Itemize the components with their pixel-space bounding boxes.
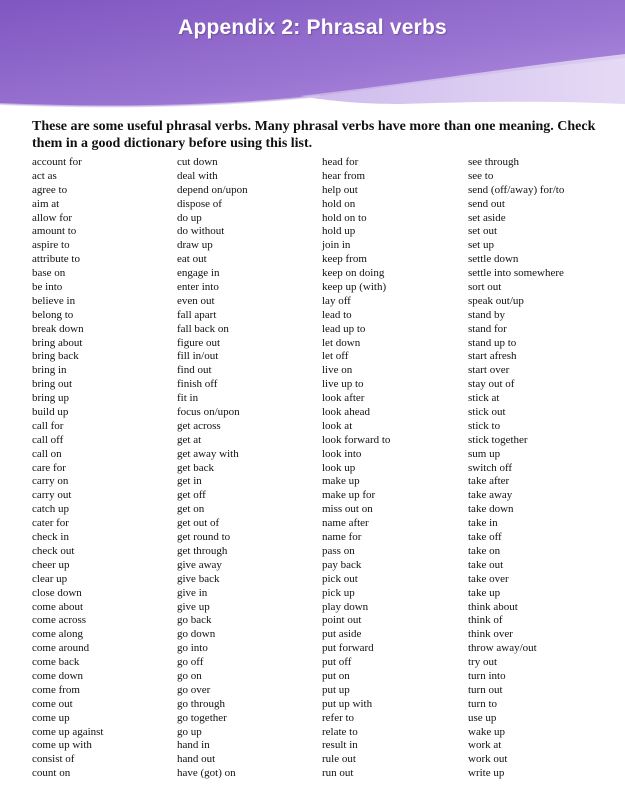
verb-item: finish off <box>177 378 218 391</box>
verb-item: bring back <box>32 350 79 363</box>
verb-item: pick out <box>322 572 358 585</box>
verb-column-4 <box>468 156 618 781</box>
verb-item: point out <box>322 614 362 627</box>
verb-item: look at <box>322 419 353 432</box>
verb-item: engage in <box>177 267 220 280</box>
verb-item: hold up <box>322 225 356 238</box>
verb-item: cheer up <box>32 558 70 571</box>
verb-item: use up <box>468 711 497 724</box>
page-title: Appendix 2: Phrasal verbs <box>178 16 447 39</box>
verb-item: come out <box>32 697 73 710</box>
verb-item: fall back on <box>177 322 229 335</box>
verb-item: take out <box>468 558 504 571</box>
verb-column-1 <box>32 156 172 781</box>
verb-item: take over <box>468 572 509 585</box>
verb-item: go over <box>177 683 211 696</box>
verb-item: hold on <box>322 197 356 210</box>
verb-item: set out <box>468 225 498 238</box>
verb-item: lead up to <box>322 322 366 335</box>
verb-column-2 <box>177 156 317 781</box>
verb-item: get round to <box>177 531 231 544</box>
verb-item: look forward to <box>322 433 391 446</box>
verb-item: aspire to <box>32 239 70 252</box>
verb-item: lead to <box>322 308 352 321</box>
verb-item: take off <box>468 531 502 544</box>
verb-item: stand for <box>468 322 507 335</box>
verb-item: work at <box>468 739 502 752</box>
verb-item: consist of <box>32 753 75 766</box>
verb-item: check out <box>32 544 75 557</box>
verb-item: turn to <box>468 697 498 710</box>
verb-item: depend on/upon <box>177 183 248 196</box>
verb-item: cut down <box>177 156 218 168</box>
verb-item: close down <box>32 586 82 599</box>
verb-item: build up <box>32 406 69 419</box>
verb-item: come up <box>32 711 70 724</box>
verb-item: come up with <box>32 739 92 752</box>
verb-item: allow for <box>32 211 73 224</box>
verb-item: sum up <box>468 447 501 460</box>
verb-item: rule out <box>322 753 356 766</box>
verb-item: pay back <box>322 558 362 571</box>
verb-item: take in <box>468 517 498 530</box>
verb-item: fit in <box>177 392 199 405</box>
verb-item: give back <box>177 572 220 585</box>
verb-item: hold on to <box>322 211 367 224</box>
verb-item: settle into somewhere <box>468 267 564 280</box>
verb-item: do without <box>177 225 225 238</box>
verb-item: keep up (with) <box>322 281 387 294</box>
verb-item: give in <box>177 586 208 599</box>
verb-item: pass on <box>322 544 355 557</box>
verb-item: switch off <box>468 461 513 474</box>
verb-item: name after <box>322 517 369 530</box>
verb-item: help out <box>322 183 358 196</box>
verb-item: stand up to <box>468 336 517 349</box>
verb-item: start over <box>468 364 510 377</box>
verb-item: account for <box>32 156 82 168</box>
verb-item: look into <box>322 447 362 460</box>
verb-item: hear from <box>322 169 366 182</box>
verb-item: put up with <box>322 697 373 710</box>
verb-item: put up <box>322 683 350 696</box>
verb-item: go up <box>177 725 202 738</box>
verb-item: look up <box>322 461 356 474</box>
verb-item: result in <box>322 739 358 752</box>
verb-item: come about <box>32 600 84 613</box>
verb-item: play down <box>322 600 369 613</box>
verb-item: take away <box>468 489 513 502</box>
verb-item: get through <box>177 544 228 557</box>
verb-item: break down <box>32 322 84 335</box>
verb-item: make up <box>322 475 360 488</box>
verb-item: fill in/out <box>177 350 219 363</box>
verb-item: take up <box>468 586 501 599</box>
verb-item: turn into <box>468 669 506 682</box>
verb-item: stick out <box>468 406 506 419</box>
verb-item: put forward <box>322 642 374 655</box>
verb-item: go back <box>177 614 212 627</box>
verb-item: care for <box>32 461 66 474</box>
verb-item: agree to <box>32 183 68 196</box>
verb-item: send out <box>468 197 505 210</box>
verb-item: settle down <box>468 253 519 266</box>
verb-item: bring in <box>32 364 67 377</box>
verb-item: act as <box>32 169 57 182</box>
verb-item: go into <box>177 642 208 655</box>
verb-item: cater for <box>32 517 69 530</box>
verb-item: take on <box>468 544 501 557</box>
verb-item: get back <box>177 461 214 474</box>
verb-item: see through <box>468 156 520 168</box>
verb-item: look after <box>322 392 365 405</box>
verb-item: stick to <box>468 419 501 432</box>
verb-item: throw away/out <box>468 642 537 655</box>
verb-item: think over <box>468 628 513 641</box>
verb-column-3 <box>322 156 462 781</box>
verb-item: come back <box>32 656 80 669</box>
verb-item: miss out on <box>322 503 373 516</box>
verb-item: bring out <box>32 378 73 391</box>
verb-item: get off <box>177 489 206 502</box>
verb-item: aim at <box>32 197 60 210</box>
verb-item: enter into <box>177 281 219 294</box>
verb-item: put on <box>322 669 350 682</box>
verb-item: call off <box>32 433 64 446</box>
verb-item: go through <box>177 697 225 710</box>
verb-item: try out <box>468 656 498 669</box>
verb-item: get on <box>177 503 205 516</box>
verb-item: take down <box>468 503 514 516</box>
verb-item: get out of <box>177 517 220 530</box>
verb-item: think of <box>468 614 503 627</box>
verb-item: carry out <box>32 489 72 502</box>
verb-item: check in <box>32 531 69 544</box>
verb-item: think about <box>468 600 518 613</box>
verb-item: come across <box>32 614 87 627</box>
verb-item: keep on doing <box>322 267 385 280</box>
verb-item: do up <box>177 211 202 224</box>
verb-item: stay out of <box>468 378 515 391</box>
verb-item: bring about <box>32 336 83 349</box>
verb-item: see to <box>468 169 494 182</box>
verb-item: go off <box>177 656 204 669</box>
verb-item: belong to <box>32 308 74 321</box>
verb-item: make up for <box>322 489 376 502</box>
verb-item: come down <box>32 669 84 682</box>
verb-item: believe in <box>32 294 76 307</box>
verb-item: let off <box>322 350 349 363</box>
verb-item: get at <box>177 433 202 446</box>
verb-item: stand by <box>468 308 505 321</box>
verb-item: get across <box>177 419 221 432</box>
verb-item: take after <box>468 475 510 488</box>
verb-item: give away <box>177 558 222 571</box>
verb-item: join in <box>322 239 351 252</box>
verb-item: deal with <box>177 169 218 182</box>
verb-item: come from <box>32 683 80 696</box>
verb-item: count on <box>32 767 71 780</box>
verb-item: send (off/away) for/to <box>468 183 565 196</box>
verb-item: focus on/upon <box>177 406 240 419</box>
verb-item: get in <box>177 475 202 488</box>
verb-item: be into <box>32 281 63 294</box>
verb-item: catch up <box>32 503 69 516</box>
verb-item: hand in <box>177 739 210 752</box>
verb-item: refer to <box>322 711 355 724</box>
verb-item: pick up <box>322 586 355 599</box>
verb-item: look ahead <box>322 406 370 419</box>
verb-item: find out <box>177 364 212 377</box>
verb-item: wake up <box>468 725 505 738</box>
verb-item: head for <box>322 156 359 168</box>
verb-item: even out <box>177 294 215 307</box>
verb-item: draw up <box>177 239 213 252</box>
verb-item: fall apart <box>177 308 217 321</box>
verb-item: set aside <box>468 211 506 224</box>
verb-item: dispose of <box>177 197 222 210</box>
verb-item: clear up <box>32 572 68 585</box>
verb-item: let down <box>322 336 361 349</box>
verb-item: get away with <box>177 447 239 460</box>
verb-item: figure out <box>177 336 221 349</box>
verb-item: call on <box>32 447 62 460</box>
verb-item: lay off <box>322 294 351 307</box>
verb-item: bring up <box>32 392 69 405</box>
verb-item: stick at <box>468 392 500 405</box>
verb-item: come along <box>32 628 84 641</box>
verb-item: amount to <box>32 225 77 238</box>
verb-item: attribute to <box>32 253 80 266</box>
verb-item: start afresh <box>468 350 517 363</box>
verb-item: work out <box>468 753 508 766</box>
verb-item: put off <box>322 656 352 669</box>
verb-item: live on <box>322 364 353 377</box>
verb-item: write up <box>468 767 505 780</box>
verb-item: carry on <box>32 475 69 488</box>
intro-text: These are some useful phrasal verbs. Many phrasal verbs have more than one meaning. Check them in a good dictionary before using this list. <box>32 119 596 151</box>
verb-item: set up <box>468 239 494 252</box>
verb-item: stick together <box>468 433 528 446</box>
verb-item: sort out <box>468 281 502 294</box>
verb-item: give up <box>177 600 210 613</box>
verb-item: eat out <box>177 253 207 266</box>
verb-item: put aside <box>322 628 362 641</box>
verb-item: keep from <box>322 253 367 266</box>
verb-item: go down <box>177 628 216 641</box>
verb-item: have (got) on <box>177 767 236 780</box>
verb-item: base on <box>32 267 66 280</box>
verb-item: go on <box>177 669 202 682</box>
verb-item: go together <box>177 711 227 724</box>
verb-item: turn out <box>468 683 503 696</box>
verb-item: hand out <box>177 753 216 766</box>
verb-item: come up against <box>32 725 104 738</box>
verb-item: run out <box>322 767 354 780</box>
verb-item: relate to <box>322 725 358 738</box>
verb-item: name for <box>322 531 362 544</box>
verb-item: speak out/up <box>468 294 524 307</box>
verb-item: live up to <box>322 378 364 391</box>
verb-item: call for <box>32 419 64 432</box>
verb-item: come around <box>32 642 90 655</box>
